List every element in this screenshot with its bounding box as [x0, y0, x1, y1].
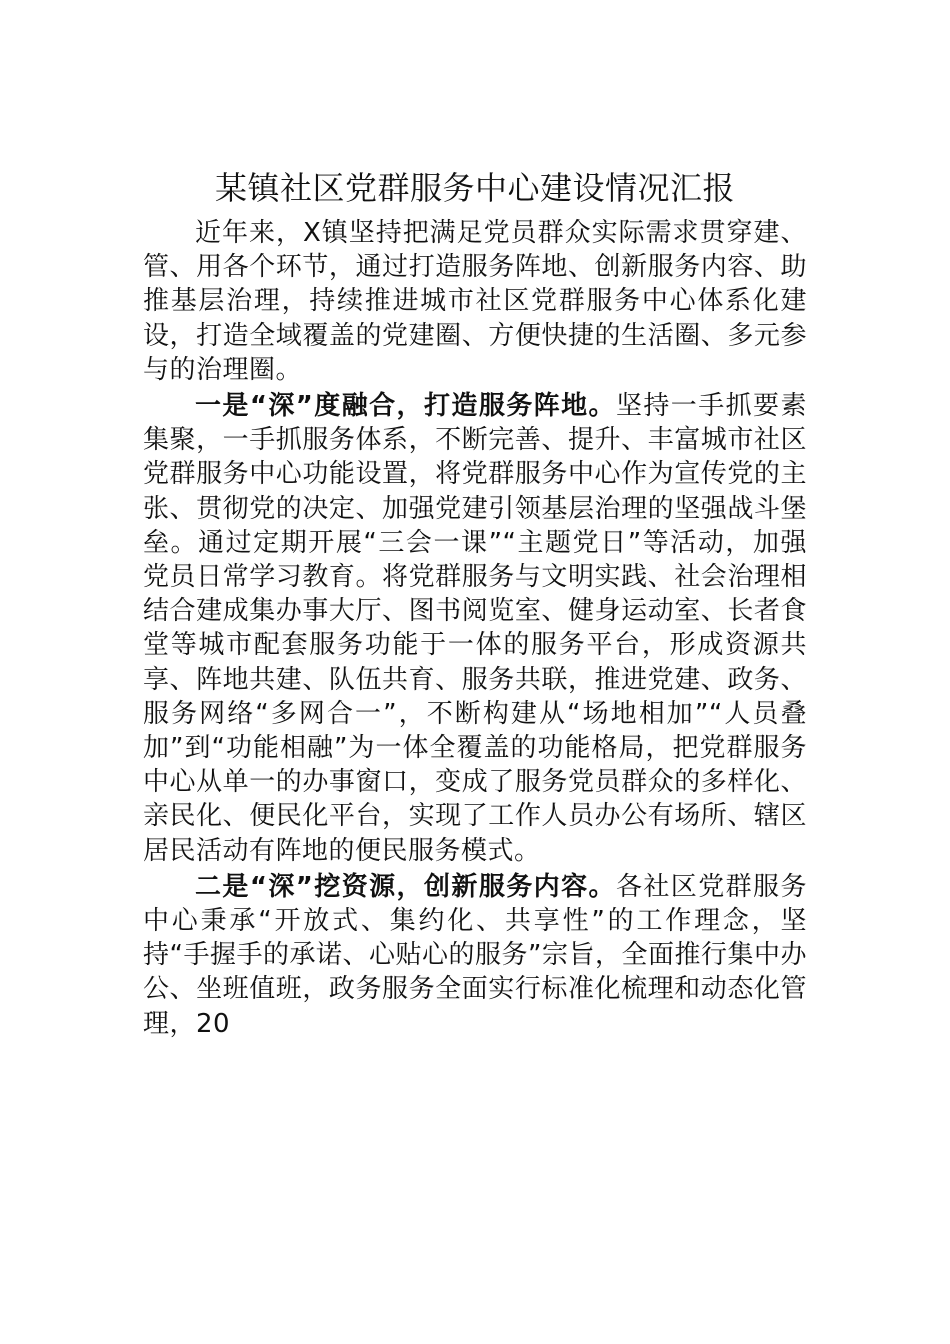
paragraph-text: 坚持一手抓要素集聚，一手抓服务体系，不断完善、提升、丰富城市社区党群服务中心功能设置，将党群服务中心作为宣传党的主张、贯彻党的决定、加强党建引领基层治理的坚强战斗堡垒。通过定期开展“三会一课”“主题党日”等活动，加强党员日常学习教育。将党群服务与文明实践、社会治理相结合建成集办事大厅、图书阅览室、健身运动室、长者食堂等城市配套服务功能于一体的服务平台，形成资源共享、阵地共建、队伍共育、服务共联，推进党建、政务、服务网络“多网合一”，不断构建从“场地相加”“人员叠加”到“功能相融”为一体全覆盖的功能格局，把党群服务中心从单一的办事窗口，变成了服务党员群众的多样化、亲民化、便民化平台，实现了工作人员办公有场所、辖区居民活动有阵地的便民服务模式。 — [143, 391, 807, 866]
paragraph-section-two — [143, 870, 807, 1041]
paragraph-text: 各社区党群服务中心秉承“开放式、集约化、共享性”的工作理念，坚持“手握手的承诺、心贴心的服务”宗旨，全面推行集中办公、坐班值班，政务服务全面实行标准化梳理和动态化管理，20 — [143, 871, 807, 1039]
paragraph-text: 近年来，X镇坚持把满足党员群众实际需求贯穿建、管、用各个环节，通过打造服务阵地、创新服务内容、助推基层治理，持续推进城市社区党群服务中心体系化建设，打造全域覆盖的党建圈、方便快捷的生活圈、多元参与的治理圈。 — [143, 218, 807, 385]
paragraph-section-one — [143, 389, 807, 868]
section-heading: 一是“深”度融合，打造服务阵地。 — [195, 391, 616, 422]
document-title: 某镇社区党群服务中心建设情况汇报 — [214, 169, 735, 207]
document-body — [143, 160, 807, 1041]
paragraph-intro — [143, 216, 807, 387]
section-heading: 二是“深”挖资源，创新服务内容。 — [195, 871, 616, 902]
